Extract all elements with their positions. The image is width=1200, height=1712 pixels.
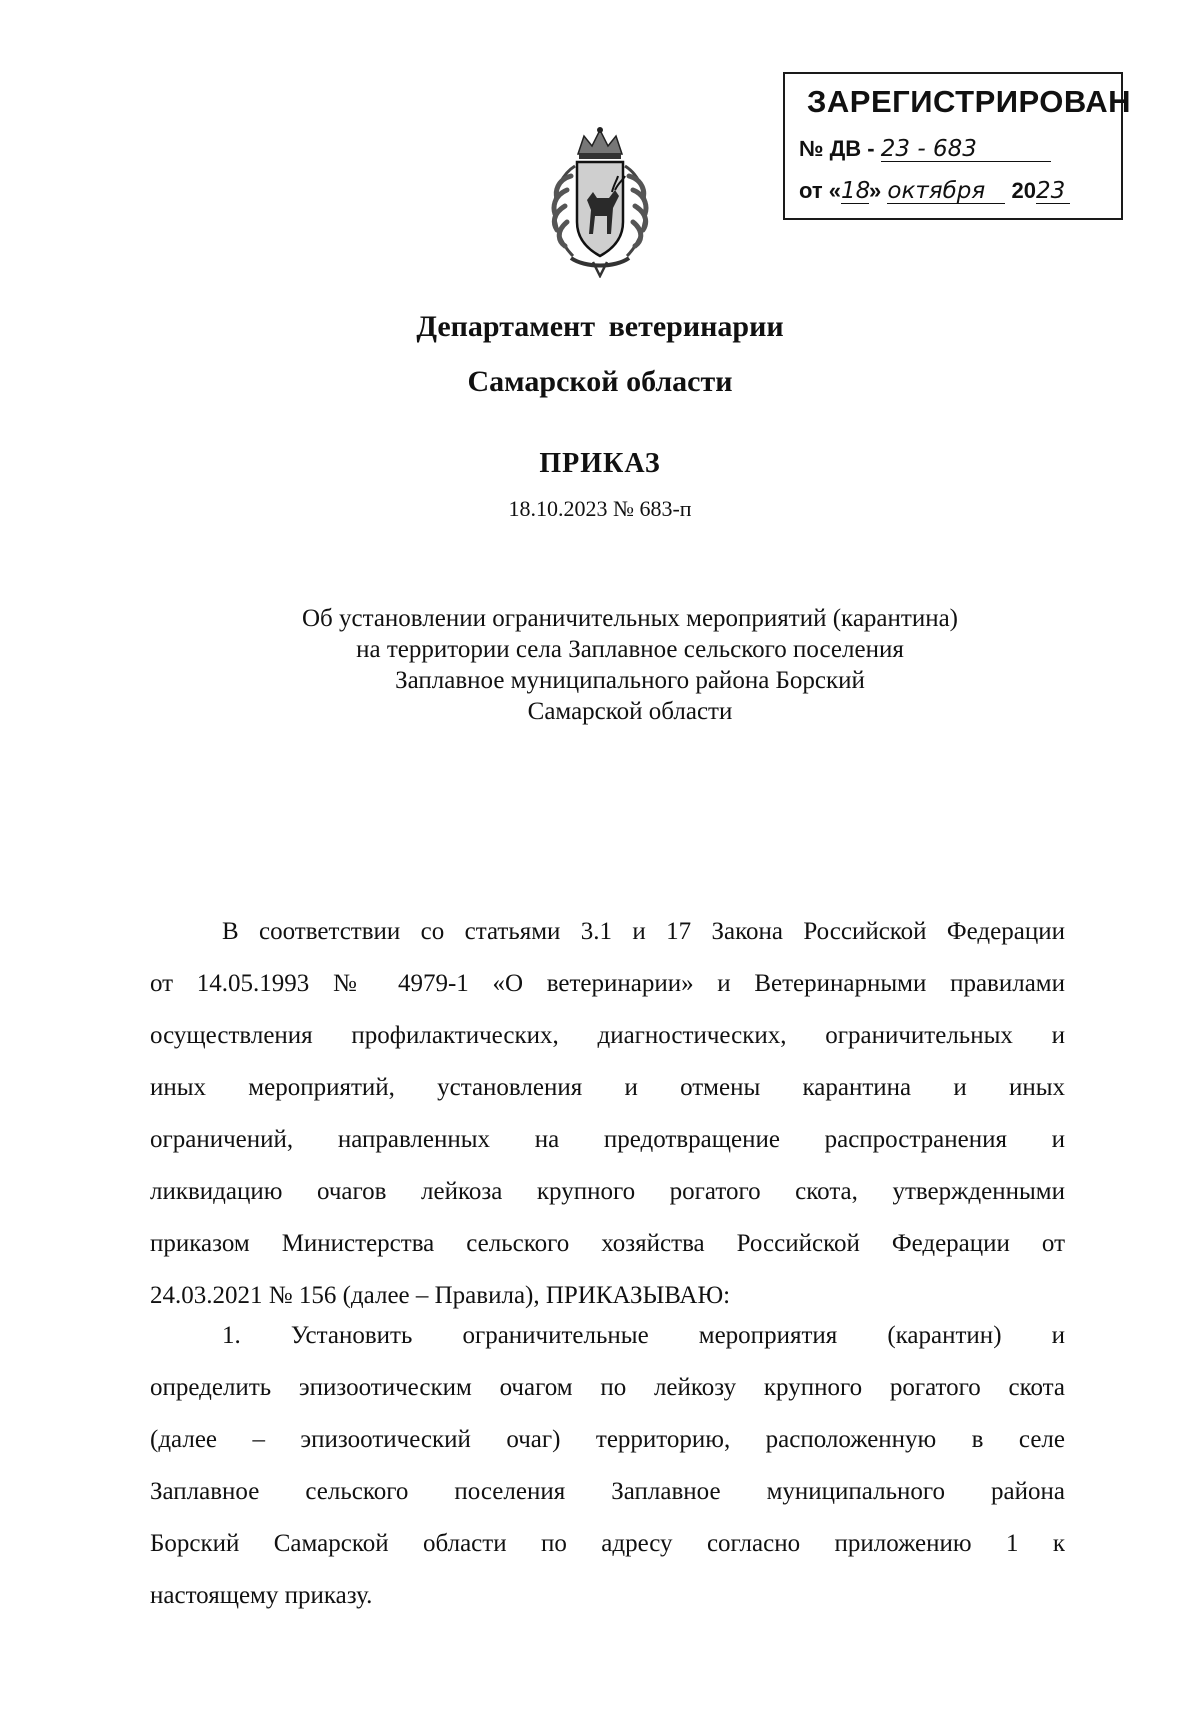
stamp-day-field xyxy=(841,179,869,204)
stamp-date-row xyxy=(799,178,1070,204)
paragraph-line: (далее – эпизоотический очаг) территорию, расположенную в селе xyxy=(150,1426,1065,1453)
paragraph-line: Заплавное сельского поселения Заплавное муниципального района xyxy=(150,1478,1065,1505)
paragraph-line: В соответствии со статьями 3.1 и 17 Закона Российской Федерации xyxy=(222,918,1065,945)
paragraph-line: иных мероприятий, установления и отмены карантина и иных xyxy=(150,1074,1065,1101)
paragraph-line: ликвидацию очагов лейкоза крупного рогатого скота, утвержденными xyxy=(150,1178,1065,1205)
paragraph-line: Борский Самарской области по адресу согласно приложению 1 к xyxy=(150,1530,1065,1557)
document-subject xyxy=(250,603,1010,727)
stamp-number-label: № ДВ - xyxy=(799,136,875,161)
paragraph-line: определить эпизоотическим очагом по лейкозу крупного рогатого скота xyxy=(150,1374,1065,1401)
subject-line: Об установлении ограничительных мероприятий (карантина) xyxy=(301,605,959,632)
paragraph-line: 1. Установить ограничительные мероприятия (карантин) и xyxy=(222,1322,1065,1349)
stamp-number-row xyxy=(799,136,1051,162)
document-number: 18.10.2023 № 683-п xyxy=(508,496,692,521)
paragraph-line: 24.03.2021 № 156 (далее – Правила), ПРИКАЗЫВАЮ: xyxy=(150,1282,731,1309)
stamp-number-field xyxy=(881,137,1051,162)
paragraph-preamble xyxy=(150,906,1065,1322)
stamp-date-day: 18 xyxy=(841,178,871,204)
stamp-year-prefix: 20 xyxy=(1011,178,1036,203)
stamp-year-value: 23 xyxy=(1036,178,1066,204)
stamp-month-field xyxy=(887,179,1005,204)
stamp-title: ЗАРЕГИСТРИРОВАН xyxy=(807,84,1132,119)
subject-line: на территории села Заплавное сельского поселения xyxy=(356,636,904,663)
paragraph-line: ограничений, направленных на предотвращение распространения и xyxy=(150,1126,1065,1153)
paragraph-line: настоящему приказу. xyxy=(150,1582,373,1609)
stamp-number-value: 23 - 683 xyxy=(880,136,977,162)
paragraph-item-1 xyxy=(150,1310,1065,1622)
paragraph-line: приказом Министерства сельского хозяйства Российской Федерации от xyxy=(150,1230,1065,1257)
subject-line: Самарской области xyxy=(527,698,733,725)
stamp-date-mid: » xyxy=(869,178,882,203)
subject-line: Заплавное муниципального района Борский xyxy=(395,667,865,694)
department-name-line1: Департамент ветеринарии xyxy=(416,310,784,343)
stamp-date-prefix: от « xyxy=(799,178,842,203)
paragraph-line: от 14.05.1993 № 4979-1 «О ветеринарии» и Ветеринарными правилами xyxy=(150,970,1065,997)
stamp-year-field xyxy=(1036,179,1070,204)
document-type: ПРИКАЗ xyxy=(539,448,661,479)
stamp-date-month: октября xyxy=(887,178,986,204)
registration-stamp xyxy=(783,72,1132,220)
samara-coat-of-arms-icon xyxy=(535,126,665,278)
paragraph-line: осуществления профилактических, диагностических, ограничительных и xyxy=(150,1022,1065,1049)
department-name-line2: Самарской области xyxy=(467,365,733,398)
